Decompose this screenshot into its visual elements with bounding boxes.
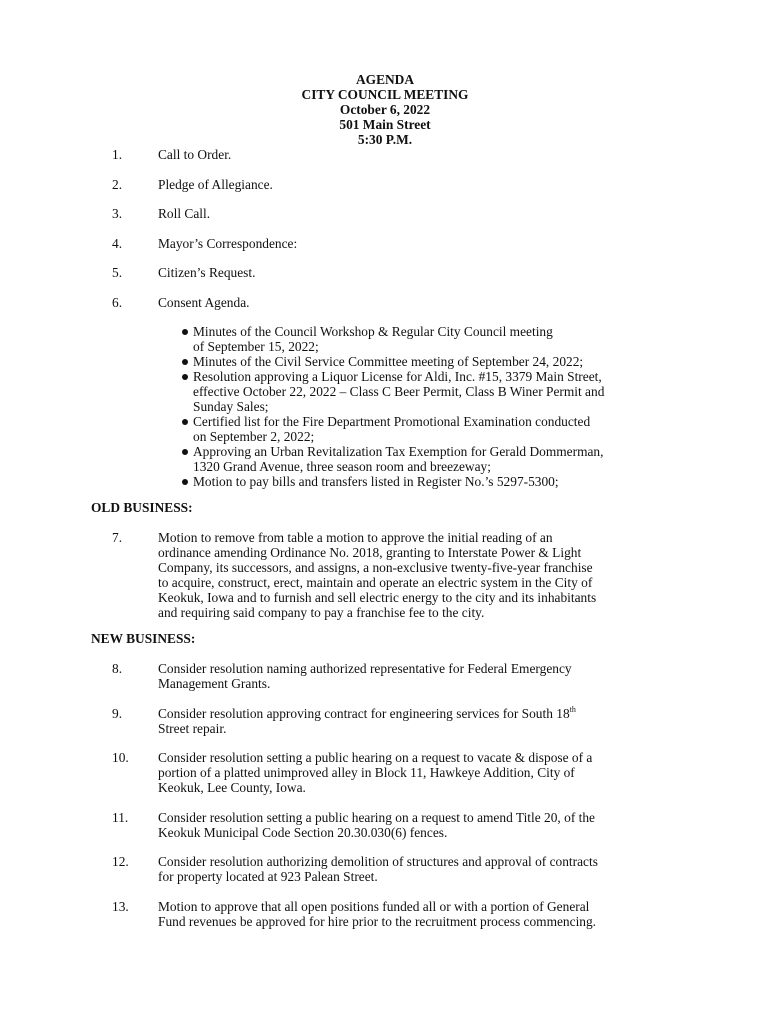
item-number: 6. — [112, 295, 123, 310]
old-business-heading: OLD BUSINESS: — [91, 500, 193, 515]
item-number: 2. — [112, 177, 123, 192]
item-number: 12. — [112, 854, 129, 869]
item-text: Pledge of Allegiance. — [158, 177, 273, 192]
item-text: Consider resolution approving contract for engineering services for South 18th Street repair. — [158, 705, 576, 736]
list-item: Approving an Urban Revitalization Tax Exemption for Gerald Dommerman, 1320 Grand Avenue, three season room and breezeway; — [182, 444, 702, 474]
item-number: 1. — [112, 147, 123, 162]
bullet-icon — [182, 329, 188, 335]
item-number: 3. — [112, 206, 123, 221]
new-business-heading: NEW BUSINESS: — [91, 631, 196, 646]
list-item: Minutes of the Council Workshop & Regular City Council meeting of September 15, 2022; — [182, 324, 702, 354]
list-item: Minutes of the Civil Service Committee meeting of September 24, 2022; — [182, 354, 702, 369]
item-text: Consider resolution authorizing demolition of structures and approval of contracts for property located at 923 Palean Street. — [158, 854, 598, 884]
item-number: 13. — [112, 899, 129, 914]
meeting-address: 501 Main Street — [339, 117, 431, 132]
ordinal-suffix: th — [569, 705, 576, 714]
item-text: Roll Call. — [158, 206, 211, 221]
item-text: Call to Order. — [158, 147, 232, 162]
item-text: Mayor’s Correspondence: — [158, 236, 298, 251]
bullet-icon — [182, 374, 188, 380]
item-number: 9. — [112, 706, 123, 721]
meeting-time: 5:30 P.M. — [357, 132, 413, 147]
bullet-icon — [182, 359, 188, 365]
item-text: Consider resolution naming authorized representative for Federal Emergency Management Grants. — [158, 661, 572, 691]
meeting-date: October 6, 2022 — [339, 102, 431, 117]
bullet-icon — [182, 449, 188, 455]
item-number: 4. — [112, 236, 123, 251]
consent-agenda-list — [182, 324, 702, 489]
agenda-title: AGENDA — [355, 72, 415, 87]
item-text: Consider resolution setting a public hearing on a request to amend Title 20, of the Keokuk Municipal Code Section 20.30.030(6) fences. — [158, 810, 595, 840]
item-number: 8. — [112, 661, 123, 676]
item-text: Consider resolution setting a public hearing on a request to vacate & dispose of a portion of a platted unimproved alley in Block 11, Hawkeye Addition, City of Keokuk, Lee County, Iowa. — [158, 750, 593, 795]
item-text: Citizen’s Request. — [158, 265, 256, 280]
item-number: 7. — [112, 530, 123, 545]
bullet-icon — [182, 479, 188, 485]
bullet-icon — [182, 419, 188, 425]
item-text: Motion to approve that all open positions funded all or with a portion of General Fund revenues be approved for hire prior to the recruitment process commencing. — [158, 899, 597, 929]
meeting-name: CITY COUNCIL MEETING — [301, 87, 469, 102]
list-item: Motion to pay bills and transfers listed in Register No.’s 5297-5300; — [182, 474, 702, 489]
agenda-header — [0, 72, 770, 147]
item-text: Consent Agenda. — [158, 295, 250, 310]
list-item: Certified list for the Fire Department Promotional Examination conducted on September 2, 2022; — [182, 414, 702, 444]
item-number: 5. — [112, 265, 123, 280]
item-number: 11. — [112, 810, 129, 825]
item-text: Motion to remove from table a motion to approve the initial reading of an ordinance amending Ordinance No. 2018, granting to Interstate Power & Light Company, its successors, and assigns, a non-exclusive twenty-five-year franchise to acquire, construct, erect, maintain and operate an electric system in the City of Keokuk, Iowa and to furnish and sell electric energy to the city and its inhabitants and requiring said company to pay a franchise fee to the city. — [158, 530, 597, 620]
list-item: Resolution approving a Liquor License for Aldi, Inc. #15, 3379 Main Street, effective October 22, 2022 – Class C Beer Permit, Class B Winer Permit and Sunday Sales; — [182, 369, 702, 414]
item-number: 10. — [112, 750, 129, 765]
